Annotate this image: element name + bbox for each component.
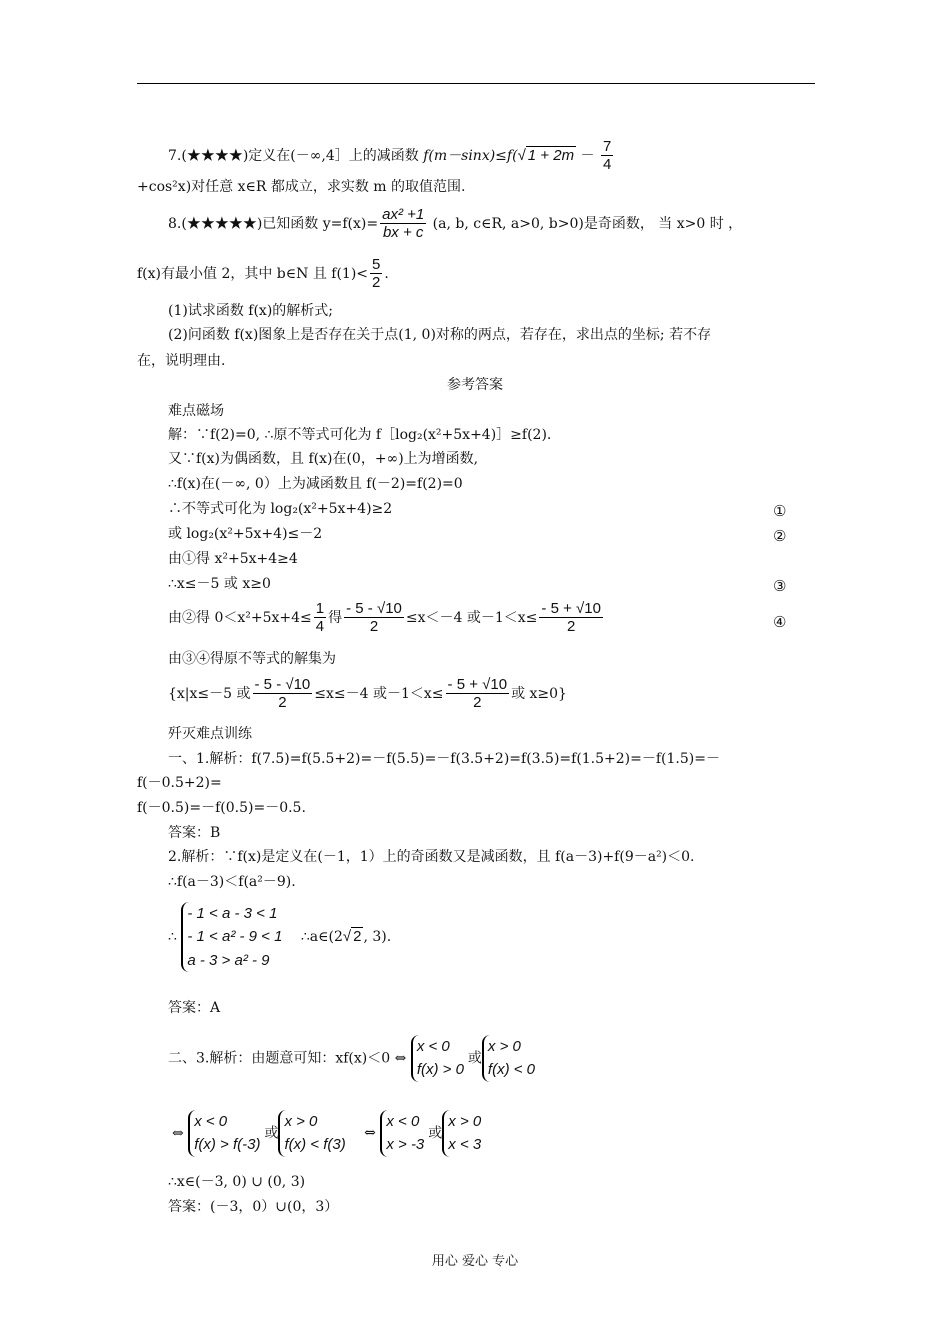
- q8-line2: [137, 256, 389, 292]
- a3-line2: ⇔ x < 0 f(x) > f(-3) 或 x > 0 f(x) < f(3) ⇔ x < 0 x > -3 或 x > 0 x < 3: [172, 1110, 485, 1157]
- mark-2: ②: [773, 527, 787, 545]
- s1-line7: ∴x≤－5 或 x≥0: [168, 576, 271, 592]
- s1-l8-frac2: $\frac{- 5 - √10}{2}$: [346, 600, 402, 636]
- mark-1: ①: [773, 502, 787, 520]
- s1-line6: 由①得 x²+5x+4≥4: [168, 551, 298, 567]
- a1-line2: f(－0.5+2)=: [137, 775, 222, 791]
- a3-system-6: x > 0 x < 3: [442, 1110, 485, 1157]
- s1-line9: 由③④得原不等式的解集为: [168, 651, 336, 667]
- a2-line1: 2.解析：∵f(x)是定义在(－1，1）上的奇函数又是减函数，且 f(a－3)+f(9－a²)＜0.: [168, 849, 695, 865]
- section-heading-1: 难点磁场: [168, 403, 224, 419]
- a3-system-4: x > 0 f(x) < f(3): [278, 1110, 349, 1157]
- q8-l2-post: .: [384, 265, 389, 282]
- q8-text-post: (a, b, c∈R, a>0, b>0)是奇函数， 当 x>0 时 ，: [428, 215, 743, 232]
- s1-l10-frac2: $\frac{- 5 + √10}{2}$: [447, 676, 508, 712]
- s1-l10-frac1: $\frac{- 5 - √10}{2}$: [254, 676, 311, 712]
- s1-l8-frac1: $\frac{1}{4}$: [315, 600, 325, 636]
- q8-text-pre: 8.(★★★★★)已知函数 y=f(x)=: [168, 215, 379, 232]
- a3-system-5: x < 0 x > -3: [380, 1110, 428, 1157]
- q8-fraction: $\frac{\text{ax² +1}}{bx + c}$: [382, 206, 425, 242]
- q7-fraction: $\frac{7}{4}$: [602, 138, 612, 174]
- a1-answer: 答案：B: [168, 825, 221, 841]
- q8-part2b: 在，说明理由.: [137, 353, 226, 369]
- q8-line1: [168, 206, 742, 242]
- a1-line3: f(－0.5)=－f(0.5)=－0.5.: [137, 800, 306, 816]
- a3-line1: 二、3.解析：由题意可知：xf(x)＜0 ⇔ x < 0 f(x) > 0 或 x > 0 f(x) < 0: [168, 1035, 539, 1082]
- q8-part2a: (2)问函数 f(x)图象上是否存在关于点(1, 0)对称的两点，若存在，求出点的坐标; 若不存: [168, 327, 712, 343]
- q8-l2-pre: f(x)有最小值 2，其中 b∈N 且 f(1)<: [137, 265, 369, 282]
- s1-line4: ∴不等式可化为 log₂(x²+5x+4)≥2: [168, 501, 393, 517]
- mark-4: ④: [773, 613, 787, 631]
- a2-result: ∴a∈(2√ 2 , 3).: [300, 928, 392, 946]
- s1-line8: 由②得 0＜x²+5x+4≤ $\frac{1}{4}$ 得 $\frac{- 5 - √10}{2}$ ≤x＜－4 或－1＜x≤ $\frac{- 5 + √10}{2}$: [168, 600, 601, 636]
- header-rule: [137, 83, 815, 84]
- q7-minus: －: [580, 147, 595, 164]
- s1-line1: 解：∵f(2)=0, ∴原不等式可化为 f［log₂(x²+5x+4)］≥f(2).: [168, 427, 552, 443]
- q7-line1: 7.(★★★★)定义在(－∞,4］上的减函数 f(m－sinx)≤f(√ 1 + 2m － $\frac{7}{4}$: [168, 138, 612, 174]
- a2-line2: ∴f(a－3)＜f(a²－9).: [168, 874, 296, 890]
- a3-result: ∴x∈(－3, 0) ∪ (0, 3): [168, 1174, 306, 1190]
- q8-l2-fraction: $\frac{5}{2}$: [372, 256, 381, 292]
- q7-line2: +cos²x)对任意 x∈R 都成立，求实数 m 的取值范围.: [137, 179, 466, 195]
- s1-line3: ∴f(x)在(－∞, 0）上为减函数且 f(－2)=f(2)=0: [168, 476, 463, 492]
- answers-title: 参考答案: [447, 377, 503, 393]
- a2-system: - 1 < a - 3 < 1 - 1 < a² - 9 < 1 a - 3 > a² - 9: [181, 902, 286, 972]
- q7-sqrt: 1 + 2m: [527, 146, 575, 164]
- s1-l8-frac3: $\frac{- 5 + √10}{2}$: [541, 600, 601, 636]
- s1-line2: 又∵f(x)为偶函数，且 f(x)在(0，+∞)上为增函数,: [168, 451, 479, 467]
- q7-text-pre: 7.(★★★★)定义在(－∞,4］上的减函数: [168, 147, 424, 164]
- s1-line10: {x|x≤－5 或 $\frac{- 5 - √10}{2}$ ≤x≤－4 或－1＜x≤ $\frac{- 5 + √10}{2}$ 或 x≥0}: [168, 676, 567, 712]
- q7-text-mid: f(m－sinx)≤f(: [423, 147, 518, 164]
- a3-system-3: x < 0 f(x) > f(-3): [188, 1110, 264, 1157]
- section-heading-2: 歼灭难点训练: [168, 726, 252, 742]
- q8-part1: (1)试求函数 f(x)的解析式;: [168, 303, 333, 319]
- a1-line1: 一、1.解析：f(7.5)=f(5.5+2)=－f(5.5)=－f(3.5+2)=f(3.5)=f(1.5+2)=－f(1.5)=－: [168, 751, 720, 767]
- page-footer: 用心 爱心 专心: [431, 1254, 519, 1269]
- s1-line5: 或 log₂(x²+5x+4)≤－2: [168, 526, 323, 542]
- a3-system-1: x < 0 f(x) > 0: [411, 1035, 468, 1082]
- a3-system-2: x > 0 f(x) < 0: [482, 1035, 539, 1082]
- a2-answer: 答案：A: [168, 1000, 221, 1016]
- a2-system-row: ∴ - 1 < a - 3 < 1 - 1 < a² - 9 < 1 a - 3 > a² - 9 ∴a∈(2√ 2 , 3).: [168, 902, 391, 972]
- mark-3: ③: [773, 577, 787, 595]
- a3-answer: 答案：(－3，0）∪(0，3）: [168, 1199, 339, 1215]
